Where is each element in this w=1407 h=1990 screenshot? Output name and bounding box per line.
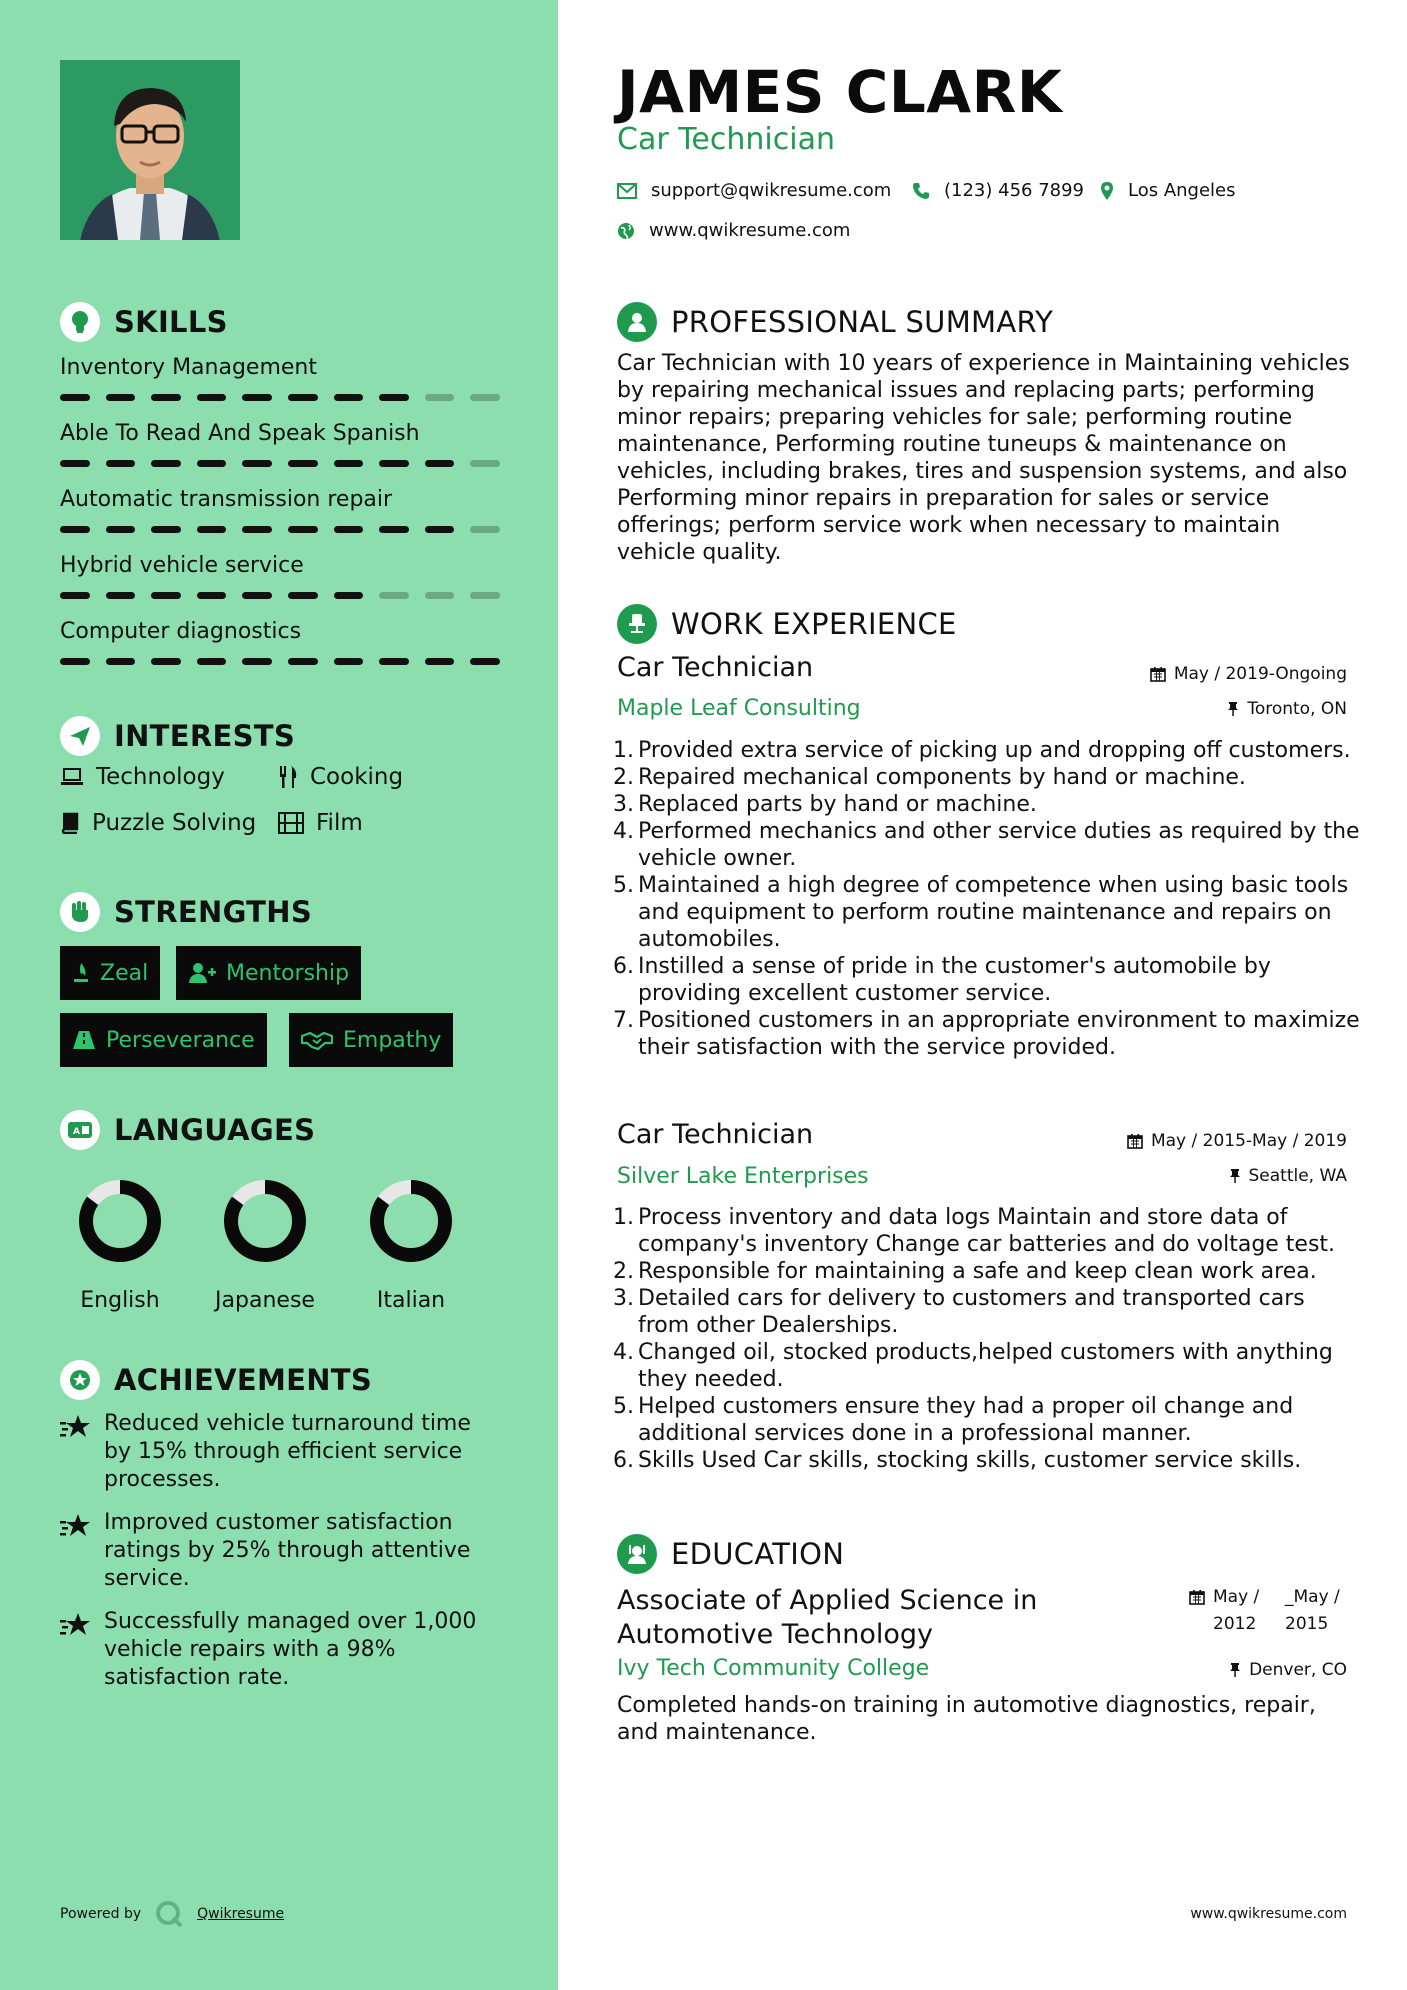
skill-level-bar xyxy=(60,394,500,401)
fist-icon xyxy=(60,892,100,932)
skill-level-dash xyxy=(470,658,500,665)
education-end-month: _May / xyxy=(1285,1587,1340,1607)
job-bullets xyxy=(610,737,1360,1061)
skill-level-dash xyxy=(425,526,455,533)
achievement-item xyxy=(60,1509,500,1593)
job-bullet-text: Maintained a high degree of competence when using basic tools and equipment to perform routine maintenance and repairs on automobiles. xyxy=(638,873,1349,952)
job-dates-text: May / 2019-Ongoing xyxy=(1173,664,1347,684)
skill-level-dash xyxy=(242,592,272,599)
language-item xyxy=(45,1176,195,1313)
skill-level-dash xyxy=(106,526,136,533)
job-company: Maple Leaf Consulting xyxy=(617,696,861,721)
skill-level-dash xyxy=(106,460,136,467)
job-bullet xyxy=(610,1258,1360,1285)
skill-level-dash xyxy=(106,658,136,665)
education-dates xyxy=(1189,1584,1347,1638)
contact-location xyxy=(1100,180,1236,201)
skill-level-dash xyxy=(470,526,500,533)
book-icon xyxy=(60,812,80,834)
lightbulb-icon xyxy=(60,302,100,342)
education-end-year: 2015 xyxy=(1285,1614,1329,1634)
job-bullet-text: Detailed cars for delivery to customers and transported cars from other Dealerships. xyxy=(638,1286,1305,1338)
language-proficiency-ring xyxy=(75,1176,165,1266)
strength-label: Perseverance xyxy=(106,1027,255,1053)
profile-photo xyxy=(60,60,240,240)
skills-title: SKILLS xyxy=(114,305,228,339)
skill-level-dash xyxy=(151,592,181,599)
skill-level-bar xyxy=(60,460,500,467)
skill-level-dash xyxy=(197,394,227,401)
job-bullet-number: 5. xyxy=(613,1394,634,1419)
job-bullet-number: 2. xyxy=(613,765,634,790)
skill-level-dash xyxy=(334,658,364,665)
experience-heading xyxy=(617,604,957,644)
job-bullet-number: 1. xyxy=(613,738,634,763)
education-description: Completed hands-on training in automotive diagnostics, repair, and maintenance. xyxy=(617,1693,1316,1745)
job-bullet-text: Performed mechanics and other service duties as required by the vehicle owner. xyxy=(638,819,1360,871)
interest-film xyxy=(278,810,363,836)
skill-level-dash xyxy=(151,460,181,467)
skill-label: Automatic transmission repair xyxy=(60,487,393,512)
job-bullet-number: 6. xyxy=(613,1448,634,1473)
phone-text: (123) 456 7899 xyxy=(944,180,1085,201)
experience-title: WORK EXPERIENCE xyxy=(671,607,957,641)
education-location xyxy=(1229,1660,1347,1680)
skill-level-dash xyxy=(242,658,272,665)
job-dates xyxy=(1150,664,1347,684)
job-bullet xyxy=(610,818,1360,872)
job-bullet-text: Provided extra service of picking up and dropping off customers. xyxy=(638,738,1351,763)
skill-level-dash xyxy=(151,658,181,665)
paper-plane-icon xyxy=(60,716,100,756)
skill-level-dash xyxy=(425,394,455,401)
job-bullet-text: Responsible for maintaining a safe and keep clean work area. xyxy=(638,1259,1317,1284)
star-badge-icon xyxy=(60,1360,100,1400)
skill-level-dash xyxy=(288,526,318,533)
contact-phone[interactable] xyxy=(912,180,1084,201)
envelope-icon xyxy=(617,183,637,199)
education-school: Ivy Tech Community College xyxy=(617,1656,930,1681)
contact-website[interactable] xyxy=(617,220,850,241)
qwikresume-logo-icon xyxy=(155,1900,183,1928)
map-pin-icon xyxy=(1100,181,1114,201)
skill-level-dash xyxy=(288,658,318,665)
skill-level-dash xyxy=(60,658,90,665)
languages-title: LANGUAGES xyxy=(114,1113,316,1147)
language-label: Italian xyxy=(376,1288,446,1313)
job-bullet xyxy=(610,872,1360,953)
skill-label: Able To Read And Speak Spanish xyxy=(60,421,420,446)
job-bullet-number: 3. xyxy=(613,1286,634,1311)
calendar-icon xyxy=(1127,1133,1143,1149)
strength-label: Mentorship xyxy=(226,960,350,986)
language-item xyxy=(336,1176,486,1313)
skill-item xyxy=(60,550,500,599)
interest-technology xyxy=(60,764,225,790)
email-text: support@qwikresume.com xyxy=(651,180,892,201)
pushpin-icon xyxy=(1229,1168,1241,1184)
utensils-icon xyxy=(278,765,298,789)
skill-level-dash xyxy=(379,658,409,665)
calendar-icon xyxy=(1150,666,1166,682)
job-bullet xyxy=(610,1007,1360,1061)
skill-level-dash xyxy=(106,394,136,401)
job-bullet-number: 5. xyxy=(613,873,634,898)
interests-title: INTERESTS xyxy=(114,719,296,753)
footer-url[interactable]: www.qwikresume.com xyxy=(1190,1906,1347,1922)
summary-title: PROFESSIONAL SUMMARY xyxy=(671,305,1054,339)
job-location xyxy=(1229,1166,1348,1186)
skill-level-dash xyxy=(60,526,90,533)
pushpin-icon xyxy=(1227,701,1239,717)
achievement-text: Improved customer satisfaction ratings by 25% through attentive service. xyxy=(104,1510,471,1591)
strengths-title: STRENGTHS xyxy=(114,895,313,929)
interest-label: Film xyxy=(316,810,363,836)
skill-level-dash xyxy=(242,394,272,401)
language-proficiency-ring xyxy=(220,1176,310,1266)
skill-level-dash xyxy=(151,526,181,533)
skill-level-dash xyxy=(288,460,318,467)
user-icon xyxy=(617,302,657,342)
star-icon xyxy=(60,1410,104,1494)
job-bullet xyxy=(610,1204,1360,1258)
skill-level-dash xyxy=(334,460,364,467)
language-item xyxy=(190,1176,340,1313)
skill-level-dash xyxy=(288,394,318,401)
skill-level-dash xyxy=(60,460,90,467)
interest-label: Cooking xyxy=(310,764,404,790)
qwikresume-link[interactable]: Qwikresume xyxy=(197,1906,285,1922)
skill-level-dash xyxy=(106,592,136,599)
calendar-icon xyxy=(1189,1584,1205,1605)
interest-puzzle-solving xyxy=(60,810,256,836)
globe-icon xyxy=(617,222,635,240)
strength-label: Zeal xyxy=(100,960,149,986)
road-icon xyxy=(72,1030,96,1050)
education-heading xyxy=(617,1534,844,1574)
language-label: English xyxy=(80,1288,160,1313)
education-end xyxy=(1285,1584,1347,1638)
skill-level-dash xyxy=(60,394,90,401)
strength-perseverance xyxy=(60,1013,267,1067)
skill-level-dash xyxy=(242,460,272,467)
skill-item xyxy=(60,616,500,665)
skill-level-dash xyxy=(242,526,272,533)
strength-empathy xyxy=(289,1013,453,1067)
skill-level-dash xyxy=(197,526,227,533)
achievement-text: Reduced vehicle turnaround time by 15% through efficient service processes. xyxy=(104,1411,471,1492)
flame-icon xyxy=(72,962,90,984)
phone-icon xyxy=(912,182,930,200)
skill-level-dash xyxy=(470,592,500,599)
skill-item xyxy=(60,418,500,467)
skill-level-bar xyxy=(60,658,500,665)
skill-level-dash xyxy=(151,394,181,401)
summary-text: Car Technician with 10 years of experience in Maintaining vehicles by repairing mechanical issues and replacing parts; performing minor repairs; preparing vehicles for sale; performing routine maintenance, Performing routine tuneups & maintenance on vehicles, including brakes, tires and suspension systems, and also Performing minor repairs in preparation for sales or service offerings; perform service work when necessary to maintain vehicle quality. xyxy=(617,351,1350,565)
language-proficiency-ring xyxy=(366,1176,456,1266)
skill-level-dash xyxy=(425,460,455,467)
skill-label: Inventory Management xyxy=(60,355,317,380)
job-bullet-number: 6. xyxy=(613,954,634,979)
skill-level-dash xyxy=(425,592,455,599)
skill-level-dash xyxy=(334,526,364,533)
candidate-name: JAMES CLARK xyxy=(617,58,1063,126)
achievement-item xyxy=(60,1410,500,1494)
job-bullets xyxy=(610,1204,1360,1474)
job-bullet xyxy=(610,1447,1360,1474)
job-bullet-text: Changed oil, stocked products,helped customers with anything they needed. xyxy=(638,1340,1333,1392)
job-company: Silver Lake Enterprises xyxy=(617,1164,869,1189)
handshake-icon xyxy=(301,1030,333,1050)
education-title: EDUCATION xyxy=(671,1537,845,1571)
job-bullet xyxy=(610,1339,1360,1393)
skill-label: Hybrid vehicle service xyxy=(60,553,304,578)
job-role: Car Technician xyxy=(617,652,814,683)
education-start-year: 2012 xyxy=(1213,1614,1257,1634)
skill-level-dash xyxy=(379,592,409,599)
job-bullet-text: Positioned customers in an appropriate environment to maximize their satisfaction with the service provided. xyxy=(638,1008,1360,1060)
interest-cooking xyxy=(278,764,403,790)
education-start-month: May / xyxy=(1213,1587,1260,1607)
powered-by xyxy=(60,1900,284,1928)
powered-by-label: Powered by xyxy=(60,1906,142,1922)
strength-label: Empathy xyxy=(343,1027,442,1053)
job-location-text: Seattle, WA xyxy=(1248,1166,1347,1186)
user-plus-icon xyxy=(188,962,216,984)
job-bullet-number: 1. xyxy=(613,1205,634,1230)
star-icon xyxy=(60,1608,104,1692)
job-bullet-text: Replaced parts by hand or machine. xyxy=(638,792,1037,817)
education-location-text: Denver, CO xyxy=(1249,1660,1347,1680)
strength-mentorship xyxy=(176,946,361,1000)
skill-level-dash xyxy=(197,592,227,599)
job-dates-text: May / 2015-May / 2019 xyxy=(1150,1131,1347,1151)
job-location xyxy=(1227,699,1347,719)
strengths-heading xyxy=(60,892,312,932)
languages-heading xyxy=(60,1110,315,1150)
job-bullet-number: 3. xyxy=(613,792,634,817)
skill-level-bar xyxy=(60,526,500,533)
job-bullet-text: Skills Used Car skills, stocking skills, customer service skills. xyxy=(638,1448,1302,1473)
interest-label: Puzzle Solving xyxy=(92,810,257,836)
job-bullet-number: 4. xyxy=(613,819,634,844)
skill-level-dash xyxy=(197,658,227,665)
job-dates xyxy=(1127,1131,1347,1151)
skill-level-dash xyxy=(379,460,409,467)
svg-text:A: A xyxy=(73,1127,80,1137)
skill-level-dash xyxy=(379,394,409,401)
skill-label: Computer diagnostics xyxy=(60,619,302,644)
skills-heading xyxy=(60,302,228,342)
job-bullet xyxy=(610,1393,1360,1447)
office-chair-icon xyxy=(617,604,657,644)
job-bullet-text: Helped customers ensure they had a proper oil change and additional services done in a professional manner. xyxy=(638,1394,1294,1446)
pushpin-icon xyxy=(1229,1662,1241,1678)
job-role: Car Technician xyxy=(617,1119,814,1150)
skill-item xyxy=(60,484,500,533)
job-bullet xyxy=(610,953,1360,1007)
job-bullet-text: Process inventory and data logs Maintain and store data of company's inventory Change car batteries and do voltage test. xyxy=(638,1205,1336,1257)
website-text: www.qwikresume.com xyxy=(649,220,851,241)
candidate-title: Car Technician xyxy=(617,122,835,157)
skill-level-dash xyxy=(334,394,364,401)
job-bullet xyxy=(610,764,1360,791)
skill-level-dash xyxy=(334,592,364,599)
graduate-icon xyxy=(617,1534,657,1574)
skill-level-dash xyxy=(379,526,409,533)
achievements-title: ACHIEVEMENTS xyxy=(114,1363,373,1397)
laptop-icon xyxy=(60,768,84,786)
strength-zeal xyxy=(60,946,160,1000)
education-degree: Associate of Applied Science in Automotive Technology xyxy=(617,1585,1038,1650)
sidebar xyxy=(0,0,558,1990)
achievements-heading xyxy=(60,1360,372,1400)
achievement-item xyxy=(60,1608,500,1692)
achievement-text: Successfully managed over 1,000 vehicle repairs with a 98% satisfaction rate. xyxy=(104,1609,477,1690)
skill-level-dash xyxy=(470,460,500,467)
interest-label: Technology xyxy=(96,764,225,790)
job-bullet xyxy=(610,1285,1360,1339)
skill-level-dash xyxy=(197,460,227,467)
location-text: Los Angeles xyxy=(1128,180,1236,201)
summary-heading xyxy=(617,302,1053,342)
job-bullet xyxy=(610,791,1360,818)
job-bullet-number: 4. xyxy=(613,1340,634,1365)
film-icon xyxy=(278,812,304,834)
job-bullet xyxy=(610,737,1360,764)
skill-level-dash xyxy=(288,592,318,599)
education-start xyxy=(1213,1584,1285,1638)
job-bullet-text: Instilled a sense of pride in the customer's automobile by providing excellent customer service. xyxy=(638,954,1271,1006)
job-bullet-number: 7. xyxy=(613,1008,634,1033)
star-icon xyxy=(60,1509,104,1593)
language-label: Japanese xyxy=(215,1288,315,1313)
job-bullet-text: Repaired mechanical components by hand or machine. xyxy=(638,765,1246,790)
job-location-text: Toronto, ON xyxy=(1247,699,1347,719)
skill-level-dash xyxy=(425,658,455,665)
skill-level-bar xyxy=(60,592,500,599)
job-bullet-number: 2. xyxy=(613,1259,634,1284)
skill-level-dash xyxy=(470,394,500,401)
interests-heading xyxy=(60,716,295,756)
translate-icon xyxy=(60,1110,100,1150)
skill-item xyxy=(60,352,500,401)
contact-email[interactable] xyxy=(617,180,891,201)
skill-level-dash xyxy=(60,592,90,599)
